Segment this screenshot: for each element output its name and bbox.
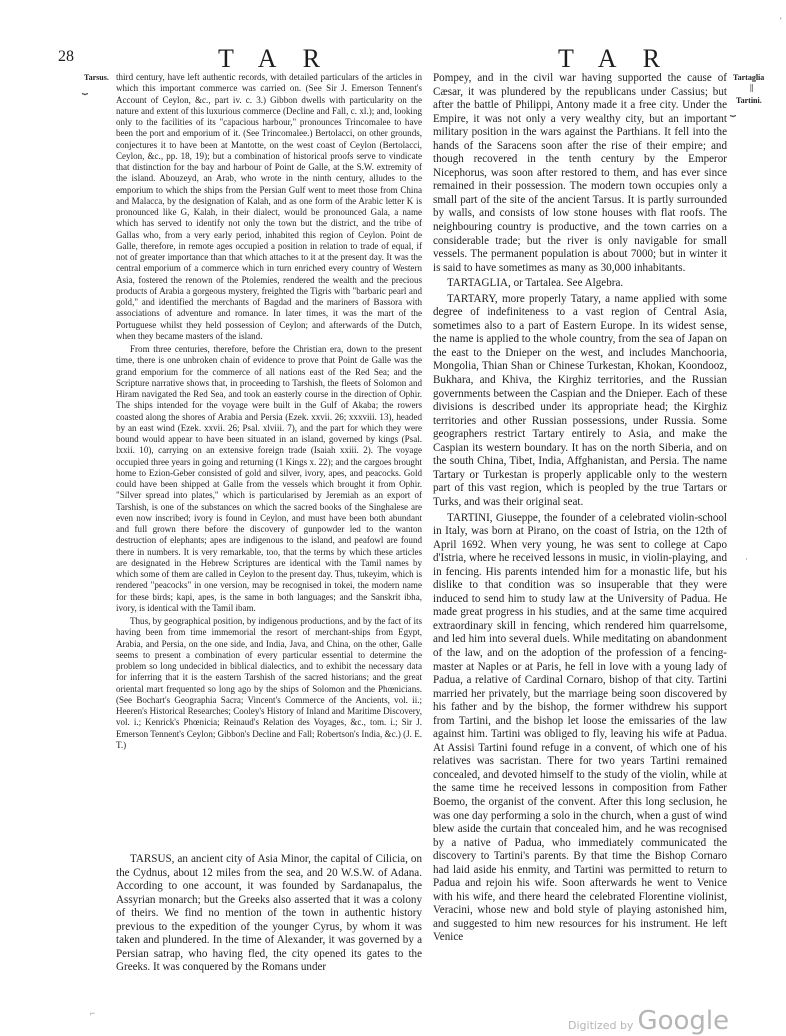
page-number: 28	[58, 48, 74, 65]
entry-tartary: TARTARY, more properly Tatary, a name applied with some degree of indefiniteness to a vast region of Central Asia, sometimes also to a part of Eastern Europe. In its widest sense, the name is applied to the whole country, from the sea of Japan on the east to the Dnieper on the west, and includes Manchooria, Mongolia, Thian Shan or Chinese Turkestan, Khokan, Koondooz, Bukhara, and Khiva, the Kirghiz territories, and the Russian governments between the Caspian and the Dnieper. Each of these divisions is described under its appropriate head; the Kirghiz territories and other Russian possessions, under Russia. Some geographers restrict Tartary entirely to Asia, and make the Caspian its western boundary. It has on the north Siberia, and on the south China, Tibet, India, Affghanistan, and Persia. The name Tartary or Turkestan is properly applicable only to the western part of this vast region, which is peopled by the true Tartars or Turks, and was their original seat.	[433, 292, 727, 508]
side-note-tartini: Tartini.	[736, 96, 762, 105]
running-head-left: TAR	[218, 44, 346, 73]
entry-tarsus-continued: Pompey, and in the civil war having supported the cause of Cæsar, it was plundered by the republicans under Cassius; but after the battle of Philippi, Antony made it a free city. Under the Empire, it was not only a very wealthy city, but an important military position in the wars against the Parthians. It fell into the hands of the Saracens soon after the rise of their empire; and though recovered in the tenth century by the Emperor Nicephorus, was soon after restored to them, and has ever since remained in their possession. The modern town occupies only a small part of the site of the ancient Tarsus. It is partly surrounded by walls, and consists of low stone houses with flat roofs. The neighbouring country is productive, and the town carries on a considerable trade; but the river is only navigable for small vessels. The permanent population is about 7000; but in winter it is said to have sometimes as many as 30,000 inhabitants.	[433, 72, 727, 274]
paragraph-point-de-galle: From three centuries, therefore, before the Christian era, down to the present time, there is one unbroken chain of evidence to prove that Point de Galle was the grand emporium for the commerce of all nations east of the Red Sea; and the Scripture narrative shows that, in proceeding to Tarshish, the fleets of Solomon and Hiram navigated the Red Sea, and took an easterly course in the direction of Ophir. The ships intended for the voyage were built in the Gulf of Akaba; the rowers coasted along the shores of Arabia and Persia (Ezek. xxvii. 26; xxxviii. 13), headed by an east wind (Ezek. xxvii. 26; Psal. xlviii. 7), and the part for which they were bound would appear to have been situated in an island, governed by kings (Psal. lxxii. 10), carrying on an extensive foreign trade (Isaiah xxiii. 2). The voyage occupied three years in going and returning (1 Kings x. 22); and the cargoes brought home to Ezion-Geber consisted of gold and silver, ivory, apes, and peacocks. Gold could have been shipped at Galle from the vessels which brought it from Ophir. "Silver spread into plates," which is particularised by Jeremiah as an export of Tarshish, is one of the substances on which the sacred books of the Singhalese are even now inscribed; ivory is found in Ceylon, and must have been both abundant and full grown there before the discovery of gunpowder led to the wanton destruction of elephants; apes are indigenous to the island, and peafowl are found there in numbers. It is very remarkable, too, that the terms by which these articles are designated in the Hebrew Scriptures are identical with the Tamil names by which some of them are called in Ceylon to the present day. Thus, tukeyim, which is rendered "peacocks" in one version, may be recognised in tokei, the modern name for these birds; kapi, apes, is the same in both languages; and the Sanskrit ibha, ivory, is identical with the Tamil ibam.	[116, 344, 422, 613]
side-note-brace-icon: ⏟	[82, 84, 88, 95]
entry-tarsus: TARSUS, an ancient city of Asia Minor, the capital of Cilicia, on the Cydnus, about 12 miles from the sea, and 20 W.S.W. of Adana. According to one account, it was founded by Sardanapalus, the Assyrian monarch; but the Greeks also asserted that it was a colony of theirs. We find no mention of the town in authentic history previous to the expedition of the younger Cyrus, by whom it was taken and plundered. In the time of Alexander, it was governed by a Persian satrap, who having fled, the city opened its gates to the Greeks. It was conquered by the Romans under	[116, 853, 422, 974]
running-header	[58, 44, 728, 73]
entry-tartaglia: TARTAGLIA, or Tartalea. See Algebra.	[447, 277, 624, 290]
side-note-tartaglia: Tartaglia	[733, 73, 765, 82]
google-watermark	[568, 1006, 729, 1036]
entry-tartini: TARTINI, Giuseppe, the founder of a celebrated violin-school in Italy, was born at Pirano, on the coast of Istria, on the 12th of April 1692. When very young, he was sent to college at Capo d'Istria, where he received lessons in music, in violin-playing, and in fencing. His parents intended him for a monastic life, but his dislike to that condition was so insuperable that they were induced to send him to study law at the University of Padua. He made great progress in his studies, and at the same time acquired extraordinary skill in fencing, which rendered him quarrelsome, and led him into several duels. While meditating on abandonment of the law, and on the adoption of the profession of a fencing-master at Naples or at Paris, he fell in love with a young lady of Padua, a relative of Cardinal Cornaro, bishop of that city. Tartini married her privately, but the marriage being soon discovered by his father and by the bishop, the former withdrew his support from Tartini, and the bishop let loose the emissaries of the law against him. Tartini was obliged to fly, leaving his wife at Padua. At Assisi Tartini found refuge in a convent, of which one of his relatives was sacristan. There for two years Tartini remained concealed, and devoted himself to the study of the violin, while at the same time he received lessons in composition from Father Boemo, the organist of the convent. After this long seclusion, he was one day performing a solo in the church, when a gust of wind blew aside the curtain that concealed him, and he was recognised by a native of Padua, who immediately communicated the discovery to Tartini's parents. By that time the Bishop Cornaro had laid aside his enmity, and Tartini was permitted to return to Padua and rejoin his wife. Soon afterwards he went to Venice with his wife, and there heard the celebrated Florentine violinist, Veracini, whose new and bold style of playing astonished him, and suggested to him new resources for his instrument. He left Venice	[433, 511, 727, 944]
running-head-right: TAR	[558, 44, 686, 73]
side-note-brace-icon: ⏟	[730, 106, 736, 117]
paragraph-ceylon-trade: third century, have left authentic records, with detailed particulars of the articles in which this important commerce was carried on. (See Sir J. Emerson Tennent's Account of Ceylon, &c., part iv. c. 3.) Gibbon dwells with particularity on the nature and extent of this luxurious commerce (Decline and Fall, c. xl.); and, looking only to the facilities of its "capacious harbour," pronounces Trincomalee to have been the port and emporium of it. (See Trincomalee.) Bertolacci, on other grounds, conjectures it to have been at Mantotte, on the west coast of Ceylon (Bertolacci, Ceylon, &c., pp. 18, 19); but a combination of historical proofs serve to vindicate that distinction for the bay and harbour of Point de Galle, at the S.W. extremity of the island. Abouzeyd, an Arab, who wrote in the ninth century, alludes to the emporium to which the ships from the Persian Gulf went to meet those from China and Malacca, by the designation of Kalah, and as one form of the Arabic letter K is pronounced like G, Kalah, in their dialect, would be pronounced Gala, a name which has served to identify not only the town but the district, and the tribe of Gallas who, from a very early period, inhabited this region of Ceylon. Point de Galle, therefore, in remote ages occupied a position in relation to trade of equal, if not of greater importance than that which attaches to it at the present day. It was the central emporium of a commerce which in turn enriched every country of Western Asia, fostered the renown of the Ptolemies, rendered the wealth and the precious products of Arabia a gorgeous mystery, freighted the Tigris with "barbaric pearl and gold," and identified the merchants of Bagdad and the mariners of Bassora with associations of adventure and romance. In later times, it was the mart of the Portuguese whilst they held possession of Ceylon; and afterwards of the Dutch, when they became masters of the island.	[116, 72, 422, 341]
right-column	[433, 72, 727, 947]
margin-mark-icon: ·	[745, 554, 748, 564]
google-logo: Google	[637, 1006, 730, 1036]
margin-mark-icon: '	[780, 16, 782, 26]
margin-mark-icon: ⌐	[90, 1008, 96, 1018]
side-note-separator: ||	[750, 83, 754, 92]
left-column	[116, 72, 422, 753]
side-note-tarsus: Tarsus.	[84, 73, 109, 82]
left-column-tarsus	[116, 853, 422, 977]
paragraph-tarshish-conclusion: Thus, by geographical position, by indigenous productions, and by the fact of its having been from time immemorial the resort of merchant-ships from Egypt, Arabia, and Persia, on the one side, and India, Java, and China, on the other, Galle seems to present a combination of every particular essential to determine the problem so long undecided in biblical dialectics, and to exhibit the necessary data for inferring that it is the eastern Tarshish of the sacred historians; and the great oriental mart frequented so long ago by the ships of Solomon and the Phœnicians. (See Bochart's Geographia Sacra; Vincent's Commerce of the Ancients, vol. ii.; Heeren's Historical Researches; Cooley's History of Inland and Maritime Discovery, vol. i.; Kenrick's Phœnicia; Reinaud's Relation des Voyages, &c., tom. i.; Sir J. Emerson Tennent's Ceylon; Gibbon's Decline and Fall; Robertson's India, &c.) (J. E. T.)	[116, 616, 422, 750]
watermark-prefix: Digitized by	[568, 1019, 634, 1032]
